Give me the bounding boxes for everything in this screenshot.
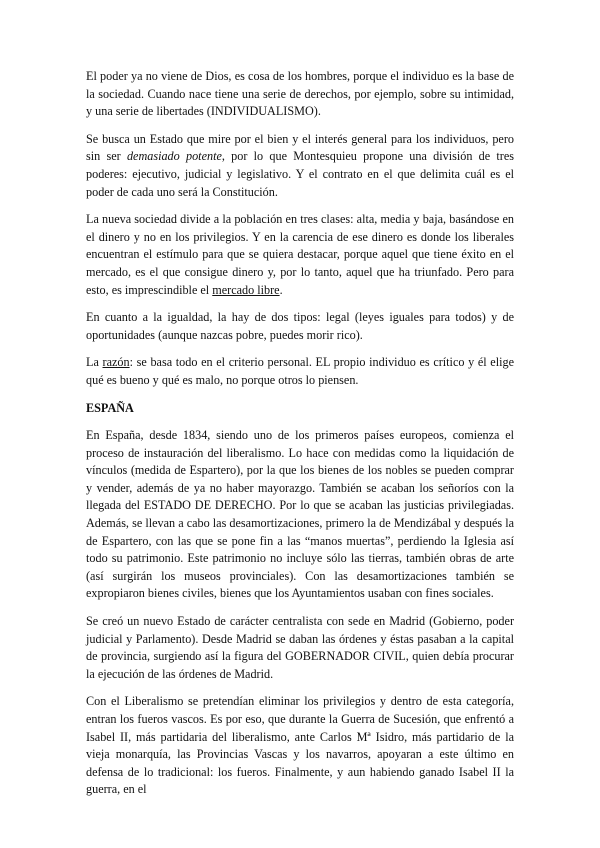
underlined-term: mercado libre <box>212 282 280 297</box>
emphasis-text: demasiado potente <box>126 149 222 164</box>
text-run: : se basa todo en el criterio personal. EL propio individuo es crítico y él elige qué es bueno y qué es malo, no porque otros lo piensen. <box>86 355 514 387</box>
paragraph-individualism: El poder ya no viene de Dios, es cosa de los hombres, porque el individuo es la base de la sociedad. Cuando nace tiene una serie de derechos, por ejemplo, sobre su intimidad, y una serie de libertades (INDIVIDUALISMO). <box>86 69 514 119</box>
paragraph-society-classes <box>86 211 514 299</box>
document-page <box>86 68 514 809</box>
text-run: La nueva sociedad divide a la población en tres clases: alta, media y baja, basándose en el dinero y no en los privilegios. Y en la carencia de ese dinero es donde los liberales encuentran el estímulo para que se quiera destacar, porque aquel que tiene éxito en el mercado, es el que consigue dinero y, por lo tanto, aquel que ha triunfado. Pero para esto, es imprescindible el <box>86 212 514 297</box>
paragraph-basque-fueros: Con el Liberalismo se pretendían eliminar los privilegios y dentro de esta categoría, entran los fueros vascos. Es por eso, que durante la Guerra de Sucesión, que enfrentó a Isabel II, más partidaria del liberalismo, ante Carlos Mª Isidro, más partidario de la vieja monarquía, las Provincias Vascas y los navarros, apoyaran a este último en defensa de lo tradicional: los fueros. Finalmente, y aun habiendo ganado Isabel II la guerra, en el <box>86 694 514 797</box>
text-run: Se busca un Estado que mire por el bien y el interés general para los individuos, pero sin ser <box>86 131 514 164</box>
paragraph-reason <box>86 354 514 389</box>
text-run: , por lo que Montesquieu propone una división de tres poderes: ejecutivo, judicial y legislativo. Y el contrato en el que delimita cuál es el poder de cada uno será la Constitución. <box>86 149 515 199</box>
text-run: . <box>279 282 283 297</box>
underlined-term: razón <box>102 355 130 370</box>
paragraph-centralist-state: Se creó un nuevo Estado de carácter centralista con sede en Madrid (Gobierno, poder judicial y Parlamento). Desde Madrid se daban las órdenes y éstas pasaban a la capital de provincia, surgiendo así la figura del GOBERNADOR CIVIL, quien debía procurar la ejecución de las órdenes de Madrid. <box>86 614 514 681</box>
section-heading: ESPAÑA <box>86 400 134 415</box>
paragraph-montesquieu <box>86 131 514 201</box>
paragraph-spain-liberalism: En España, desde 1834, siendo uno de los primeros países europeos, comienza el proceso de instauración del liberalismo. Lo hace con medidas como la liquidación de vínculos (medida de Espartero), por la que los bienes de los nobles se pueden comprar y vender, además de ya no haber mayorazgo. También se acaban los señoríos con la llegada del ESTADO DE DERECHO. Por lo que se acaban las justicias privilegiadas. Además, se llevan a cabo las desamortizaciones, primero la de Mendizábal y después la de Espartero, con las que se pone fin a las “manos muertas”, perdiendo la Iglesia así todo su patrimonio. Este patrimonio no incluye sólo las tierras, también obras de arte (así surgirán los museos provinciales). Con las desamortizaciones también se expropiaron bienes civiles, bienes que los Ayuntamientos usaban con fines sociales. <box>86 428 514 601</box>
paragraph-equality: En cuanto a la igualdad, la hay de dos tipos: legal (leyes iguales para todos) y de oportunidades (aunque nazcas pobre, puedes morir rico). <box>86 310 514 342</box>
text-run: La <box>86 355 103 370</box>
